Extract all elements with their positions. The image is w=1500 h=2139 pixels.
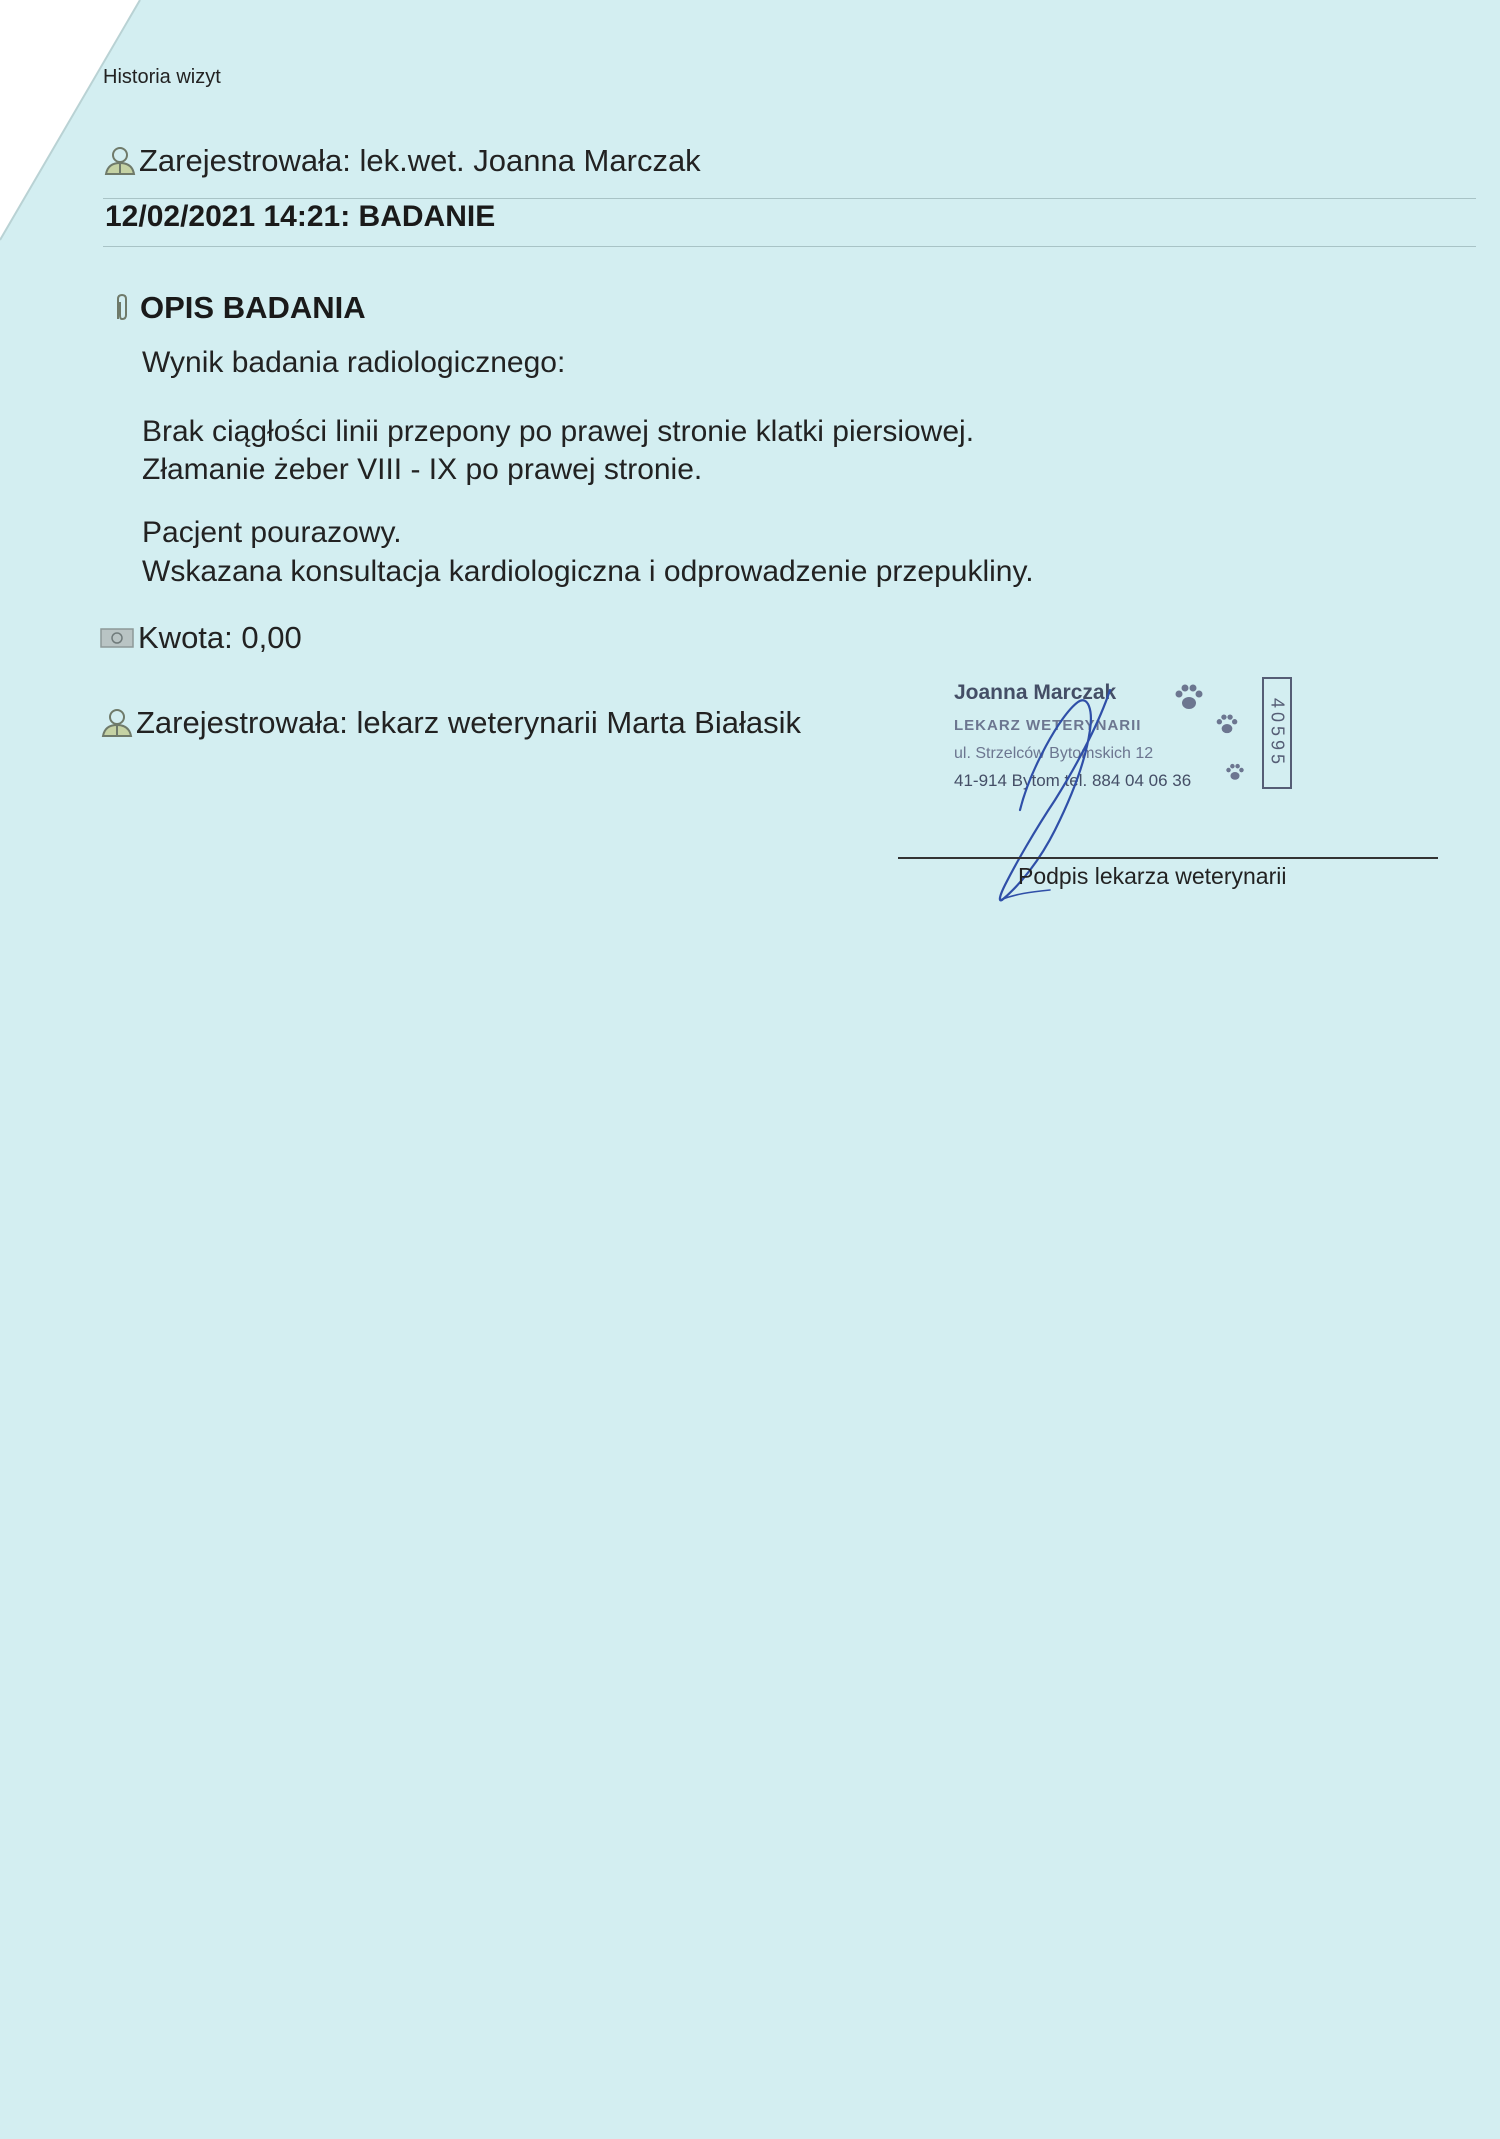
paperclip-icon <box>112 293 132 323</box>
registered-by-bottom <box>100 705 801 741</box>
registered-by-bottom-text: Zarejestrowała: lekarz weterynarii Marta Białasik <box>136 705 802 740</box>
amount-text: Kwota: 0,00 <box>138 620 302 655</box>
registered-by-top-text: Zarejestrowała: lek.wet. Joanna Marczak <box>139 143 701 178</box>
paw-icon <box>1214 712 1240 736</box>
stamp-license-number <box>1262 677 1292 789</box>
description-line: Pacjent pourazowy. <box>142 516 402 549</box>
signature-caption: Podpis lekarza weterynarii <box>1018 863 1287 889</box>
divider-bottom <box>103 246 1476 247</box>
stamp-city-phone: 41-914 Bytom tel. 884 04 06 36 <box>954 771 1192 790</box>
divider-top <box>103 198 1476 199</box>
paw-icon <box>1172 682 1206 712</box>
description-line: Brak ciągłości linii przepony po prawej stronie klatki piersiowej. <box>142 415 975 448</box>
stamp-address: ul. Strzelców Bytomskich 12 <box>954 745 1154 762</box>
description-line: Wskazana konsultacja kardiologiczna i odprowadzenie przepukliny. <box>142 555 1034 588</box>
registered-by-top <box>103 143 701 179</box>
paw-icon <box>1224 762 1246 782</box>
stamp-name: Joanna Marczak <box>954 681 1117 704</box>
section-title: OPIS BADANIA <box>140 290 366 325</box>
banknote-icon <box>100 627 134 649</box>
description-line: Złamanie żeber VIII - IX po prawej stronie. <box>142 453 703 486</box>
signature-line <box>898 857 1438 859</box>
person-icon <box>103 146 137 176</box>
stamp-role: LEKARZ WETERYNARII <box>954 717 1142 734</box>
amount-row <box>100 620 302 656</box>
visit-title: 12/02/2021 14:21: BADANIE <box>105 200 496 233</box>
document-header: Historia wizyt <box>103 66 221 88</box>
section-header <box>112 290 366 326</box>
stamp-license-number-text: 40595 <box>1267 697 1288 769</box>
description-line: Wynik badania radiologicznego: <box>142 346 566 379</box>
person-icon <box>100 708 134 738</box>
